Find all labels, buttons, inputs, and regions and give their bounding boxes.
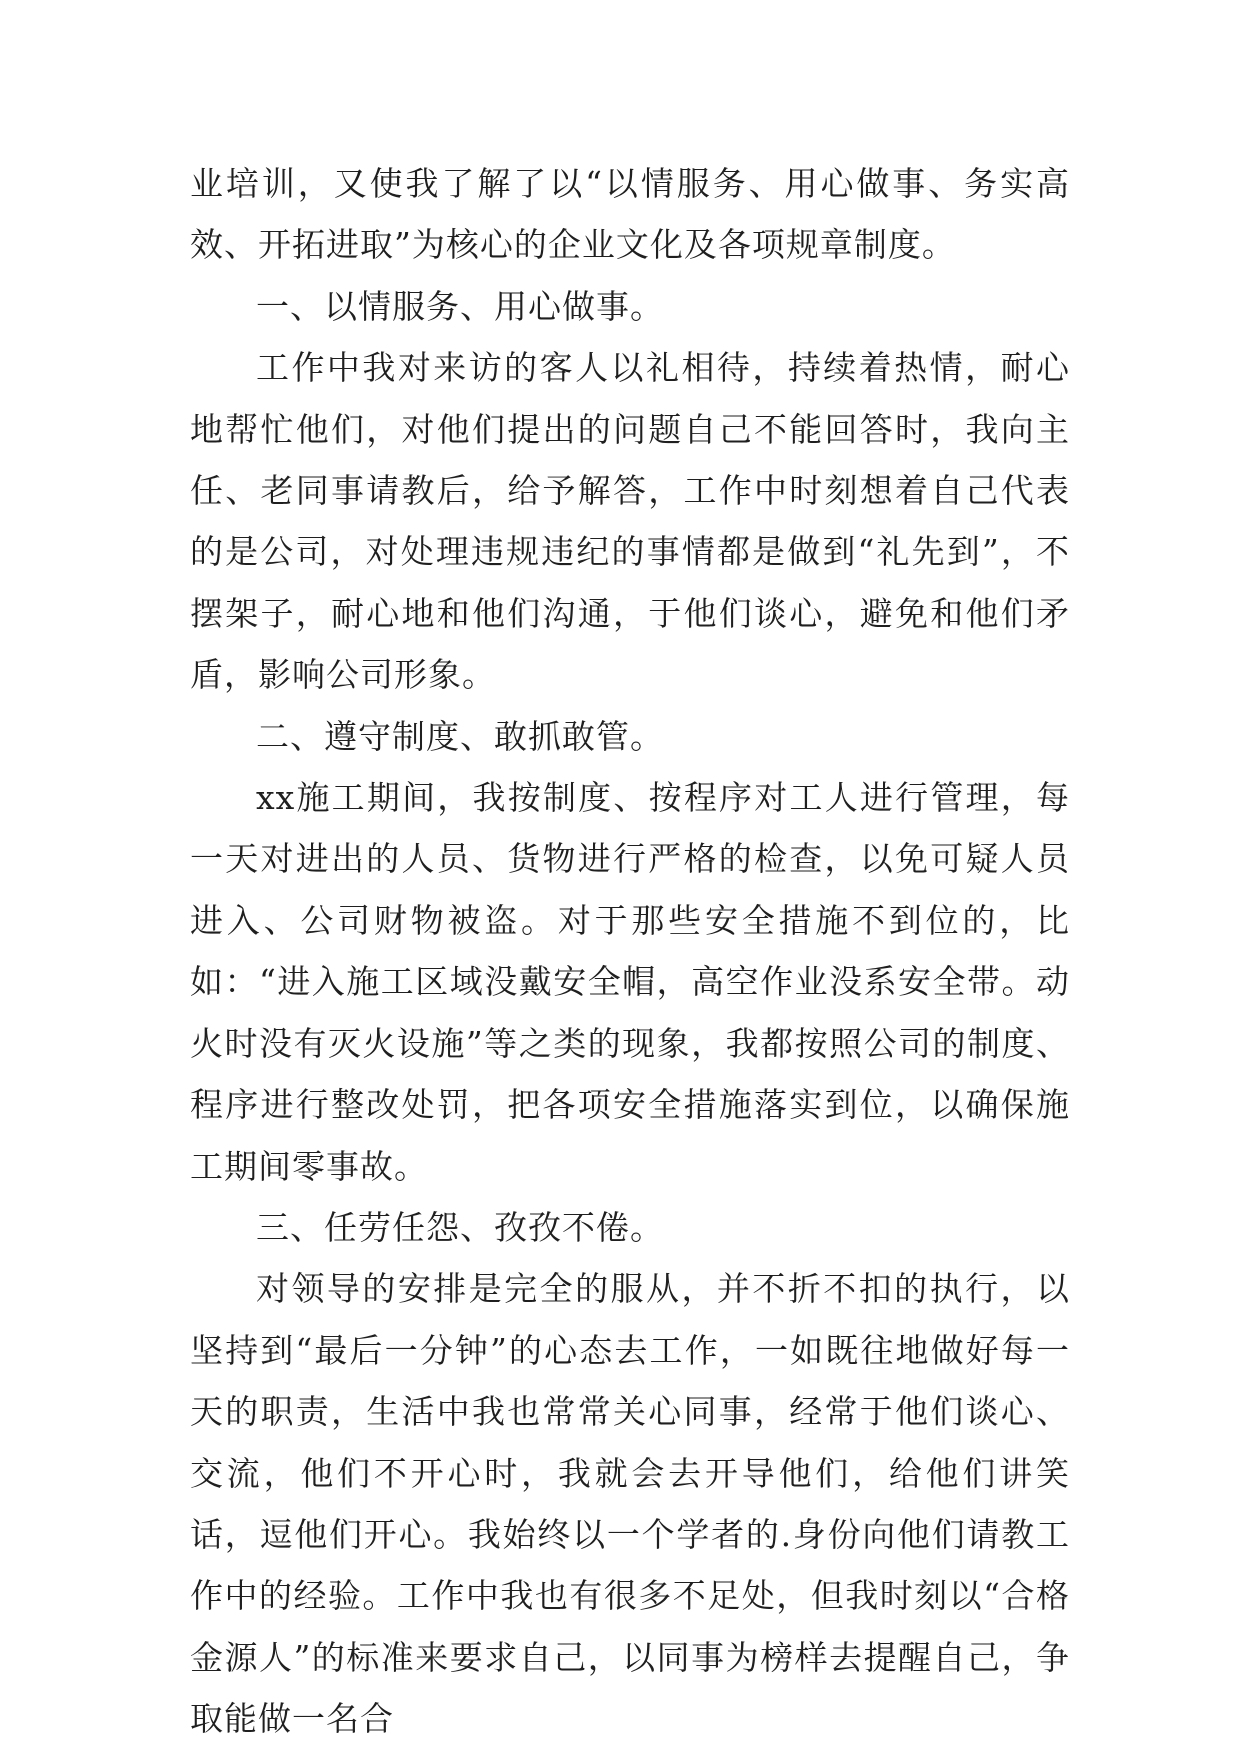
paragraph-service: 工作中我对来访的客人以礼相待，持续着热情，耐心地帮忙他们，对他们提出的问题自己不能回答时，我向主任、老同事请教后，给予解答，工作中时刻想着自己代表的是公司，对处理违规违纪的事情都是做到“礼先到”，不摆架子，耐心地和他们沟通，于他们谈心，避免和他们矛盾，影响公司形象。 [190, 348, 1070, 695]
section-heading-1: 一、以情服务、用心做事。 [256, 286, 664, 326]
document-body [190, 153, 1070, 1750]
paragraph-rules: xx施工期间，我按制度、按程序对工人进行管理，每一天对进出的人员、货物进行严格的检查，以免可疑人员进入、公司财物被盗。对于那些安全措施不到位的，比如：“进入施工区域没戴安全帽，高空作业没系安全带。动火时没有灭火设施”等之类的现象，我都按照公司的制度、程序进行整改处罚，把各项安全措施落实到位，以确保施工期间零事故。 [190, 778, 1070, 1186]
section-heading-2: 二、遵守制度、敢抓敢管。 [256, 716, 664, 756]
paragraph-diligence: 对领导的安排是完全的服从，并不折不扣的执行，以坚持到“最后一分钟”的心态去工作，一如既往地做好每一天的职责，生活中我也常常关心同事，经常于他们谈心、交流，他们不开心时，我就会去开导他们，给他们讲笑话，逗他们开心。我始终以一个学者的.身份向他们请教工作中的经验。工作中我也有很多不足处，但我时刻以“合格金源人”的标准来要求自己，以同事为榜样去提醒自己，争取能做一名合 [190, 1269, 1070, 1739]
section-heading-3: 三、任劳任怨、孜孜不倦。 [256, 1207, 664, 1247]
paragraph-continuation: 业培训，又使我了解了以“以情服务、用心做事、务实高效、开拓进取”为核心的企业文化及各项规章制度。 [190, 164, 1070, 265]
